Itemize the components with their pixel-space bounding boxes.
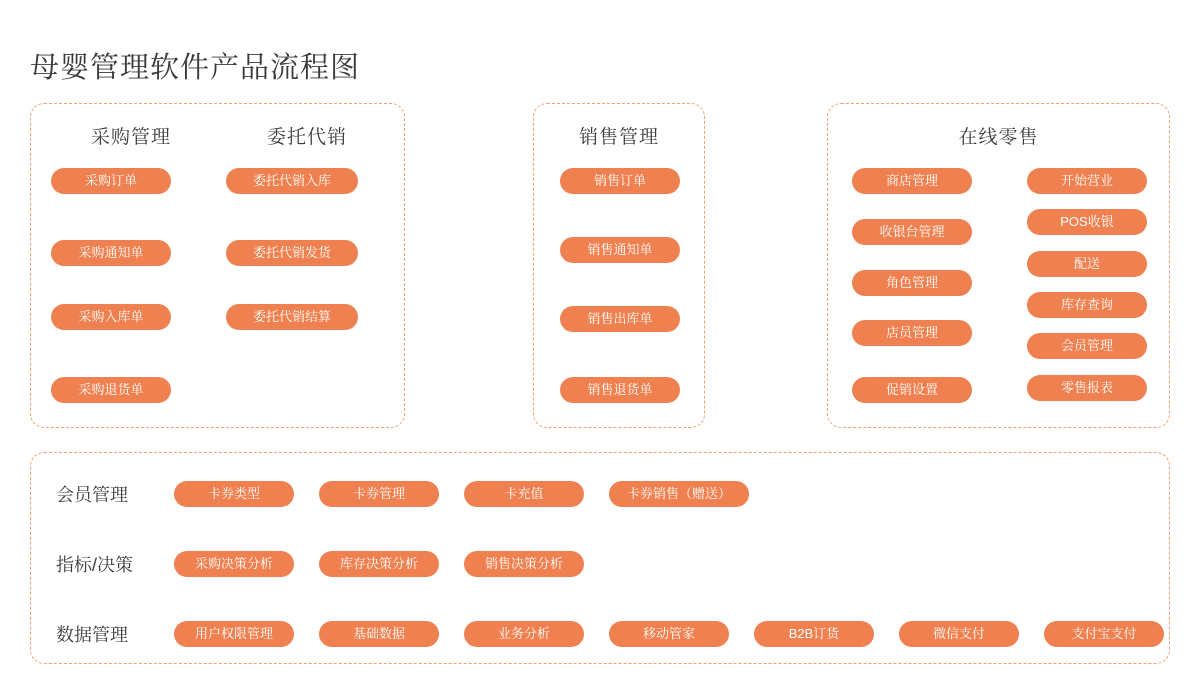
node-purchase-inbound[interactable]: 采购入库单 — [51, 304, 171, 330]
node-role-management[interactable]: 角色管理 — [852, 270, 972, 296]
node-promotion-settings[interactable]: 促销设置 — [852, 377, 972, 403]
node-sales-outbound[interactable]: 销售出库单 — [560, 306, 680, 332]
panel-online-retail — [827, 103, 1170, 428]
node-sales-notice[interactable]: 销售通知单 — [560, 237, 680, 263]
panel-title-online-retail: 在线零售 — [958, 127, 1039, 148]
node-consignment-settlement[interactable]: 委托代销结算 — [226, 304, 358, 330]
node-pos-checkout[interactable]: POS收银 — [1027, 209, 1147, 235]
node-store-management[interactable]: 商店管理 — [852, 168, 972, 194]
node-cashier-management[interactable]: 收银台管理 — [852, 219, 972, 245]
node-alipay[interactable]: 支付宝支付 — [1044, 621, 1164, 647]
node-b2b-ordering[interactable]: B2B订货 — [754, 621, 874, 647]
node-card-sale-gift[interactable]: 卡券销售（赠送） — [609, 481, 749, 507]
row-label-metrics-decision: 指标/决策 — [56, 555, 134, 575]
node-wechat-pay[interactable]: 微信支付 — [899, 621, 1019, 647]
node-purchase-decision-analysis[interactable]: 采购决策分析 — [174, 551, 294, 577]
node-start-business[interactable]: 开始营业 — [1027, 168, 1147, 194]
node-card-type[interactable]: 卡券类型 — [174, 481, 294, 507]
node-sales-order[interactable]: 销售订单 — [560, 168, 680, 194]
node-purchase-order[interactable]: 采购订单 — [51, 168, 171, 194]
node-card-recharge[interactable]: 卡充值 — [464, 481, 584, 507]
node-card-management[interactable]: 卡券管理 — [319, 481, 439, 507]
node-inventory-query[interactable]: 库存查询 — [1027, 292, 1147, 318]
node-clerk-management[interactable]: 店员管理 — [852, 320, 972, 346]
panel-title-sales: 销售管理 — [578, 127, 659, 148]
panel-purchase-consignment — [30, 103, 405, 428]
node-consignment-inbound[interactable]: 委托代销入库 — [226, 168, 358, 194]
node-sales-return[interactable]: 销售退货单 — [560, 377, 680, 403]
node-member-management[interactable]: 会员管理 — [1027, 333, 1147, 359]
panel-title-purchase: 采购管理 — [90, 127, 171, 148]
node-sales-decision-analysis[interactable]: 销售决策分析 — [464, 551, 584, 577]
node-business-analysis[interactable]: 业务分析 — [464, 621, 584, 647]
panel-bottom — [30, 452, 1170, 664]
node-retail-report[interactable]: 零售报表 — [1027, 375, 1147, 401]
node-purchase-return[interactable]: 采购退货单 — [51, 377, 171, 403]
row-label-data-management: 数据管理 — [56, 625, 128, 645]
page-title: 母婴管理软件产品流程图 — [30, 52, 361, 85]
node-user-permission-management[interactable]: 用户权限管理 — [174, 621, 294, 647]
row-label-member-management: 会员管理 — [56, 485, 128, 505]
node-inventory-decision-analysis[interactable]: 库存决策分析 — [319, 551, 439, 577]
node-delivery[interactable]: 配送 — [1027, 251, 1147, 277]
node-basic-data[interactable]: 基础数据 — [319, 621, 439, 647]
node-mobile-steward[interactable]: 移动管家 — [609, 621, 729, 647]
node-consignment-shipment[interactable]: 委托代销发货 — [226, 240, 358, 266]
panel-title-consignment: 委托代销 — [266, 127, 347, 148]
node-purchase-notice[interactable]: 采购通知单 — [51, 240, 171, 266]
panel-sales — [533, 103, 705, 428]
